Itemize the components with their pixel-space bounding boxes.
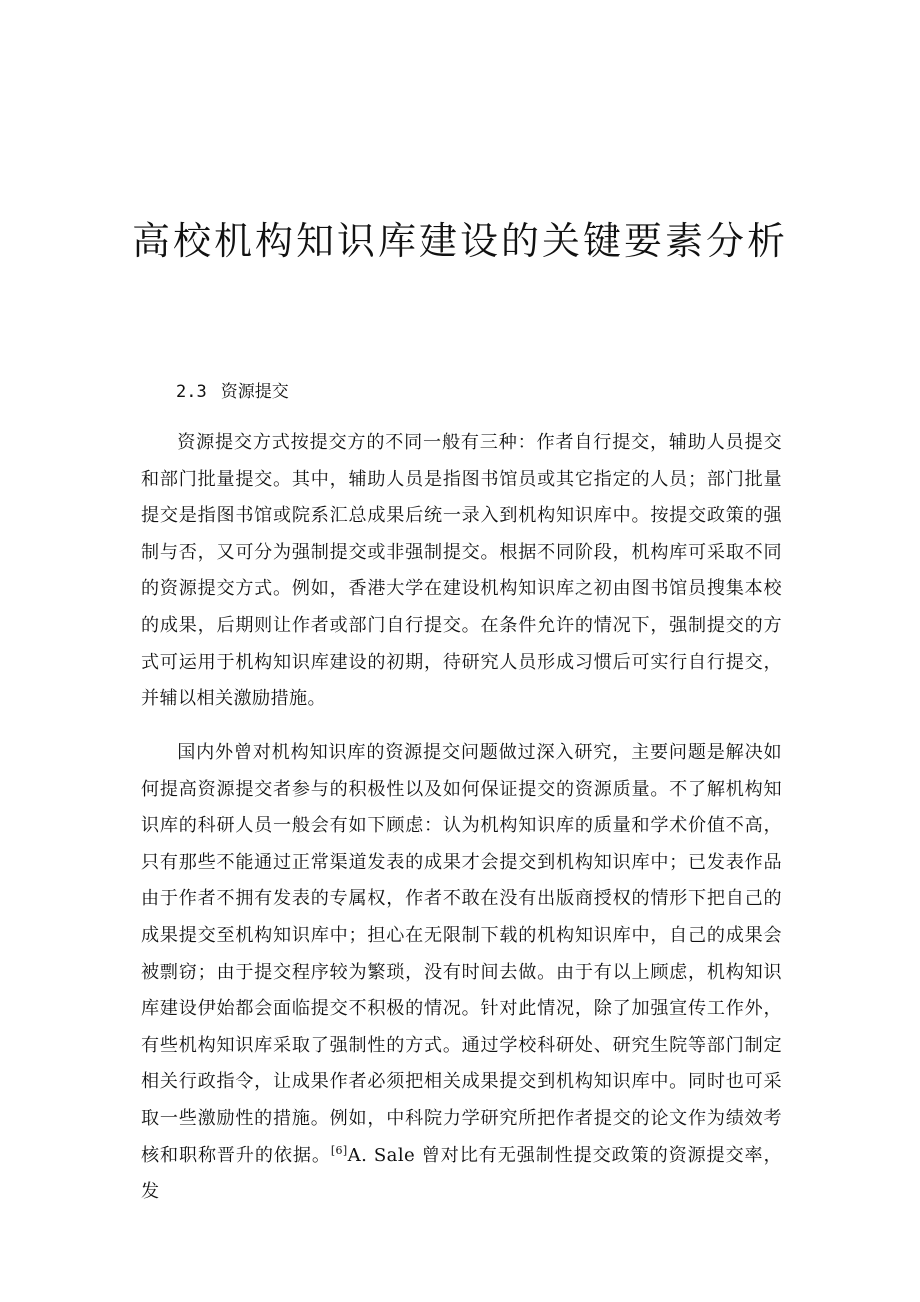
paragraph-submission-issues <box>141 735 782 1211</box>
section-number: 2.3 <box>176 382 207 402</box>
citation-reference[interactable]: [6] <box>330 1143 348 1157</box>
section-heading <box>176 380 289 404</box>
section-title: 资源提交 <box>220 382 289 402</box>
paragraph-resource-submission-methods: 资源提交方式按提交方的不同一般有三种：作者自行提交，辅助人员提交和部门批量提交。其中，辅助人员是指图书馆员或其它指定的人员；部门批量提交是指图书馆或院系汇总成果后统一录入到机构知识库中。按提交政策的强制与否，又可分为强制提交或非强制提交。根据不同阶段，机构库可采取不同的资源提交方式。例如，香港大学在建设机构知识库之初由图书馆员搜集本校的成果，后期则让作者或部门自行提交。在条件允许的情况下，强制提交的方式可运用于机构知识库建设的初期，待研究人员形成习惯后可实行自行提交，并辅以相关激励措施。 <box>141 432 782 710</box>
paragraph-body: 国内外曾对机构知识库的资源提交问题做过深入研究，主要问题是解决如何提高资源提交者参与的积极性以及如何保证提交的资源质量。不了解机构知识库的科研人员一般会有如下顾虑：认为机构知识库的质量和学术价值不高，只有那些不能通过正常渠道发表的成果才会提交到机构知识库中；已发表作品由于作者不拥有发表的专属权，作者不敢在没有出版商授权的情形下把自己的成果提交至机构知识库中；担心在无限制下载的机构知识库中，自己的成果会被剽窃；由于提交程序较为繁琐，没有时间去做。由于有以上顾虑，机构知识库建设伊始都会面临提交不积极的情况。针对此情况，除了加强宣传工作外，有些机构知识库采取了强制性的方式。通过学校科研处、研究生院等部门制定相关行政指令，让成果作者必须把相关成果提交到机构知识库中。同时也可采取一些激励性的措施。例如，中科院力学研究所把作者提交的论文作为绩效考核和职称晋升的依据。 <box>141 742 782 1166</box>
document-title: 高校机构知识库建设的关键要素分析 <box>131 219 788 264</box>
paragraph-tail: A. Sale 曾对比有无强制性提交政策的资源提交率，发 <box>141 1144 782 1203</box>
